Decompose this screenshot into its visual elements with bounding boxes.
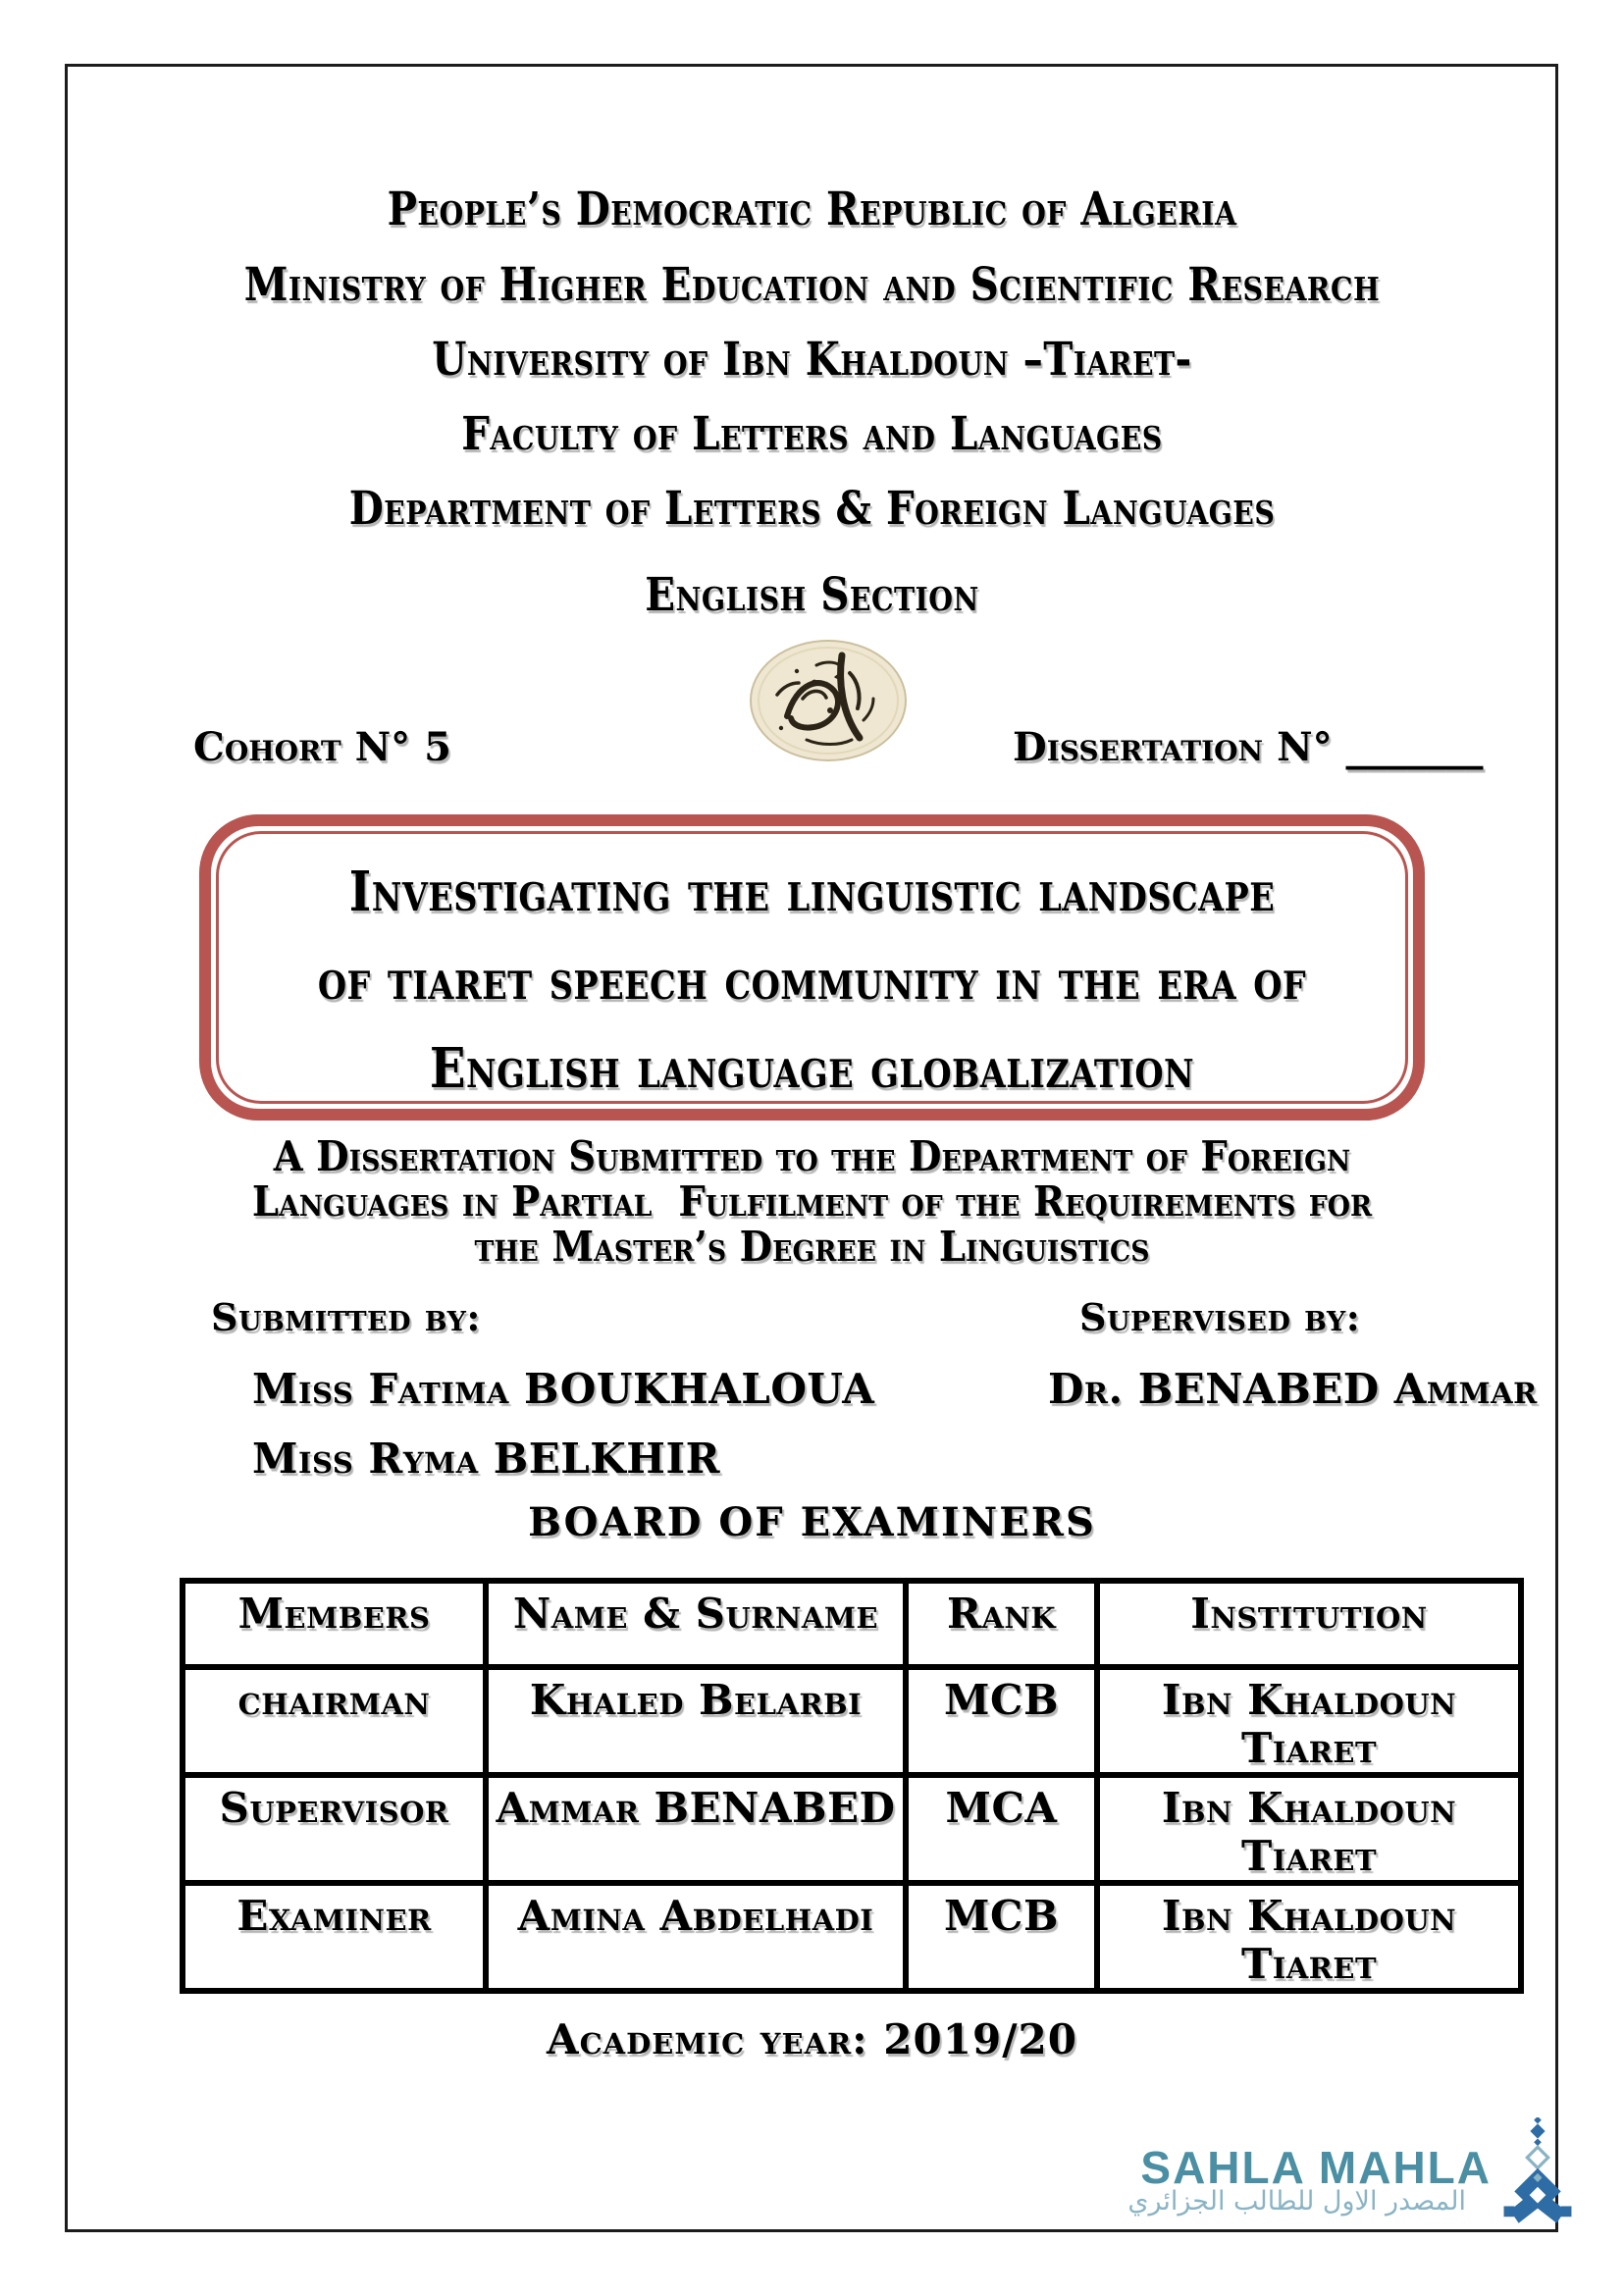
examiner-row-supervisor [183, 1775, 1521, 1883]
academic-year: Academic year: 2019/20 [546, 2015, 1077, 2063]
board-of-examiners-heading: BOARD OF EXAMINERS [528, 1499, 1096, 1545]
candidate-name-2: Miss Ryma BELKHIR [252, 1435, 721, 1483]
header-line-university: University of Ibn Khaldoun –Tiaret- [432, 333, 1192, 387]
watermark-logo-icon [1503, 2117, 1572, 2227]
candidate-name-1: Miss Fatima BOUKHALOUA [252, 1365, 875, 1413]
member-name: Amina Abdelhadi [486, 1883, 906, 1991]
title-line-3: English language globalization [429, 1036, 1195, 1101]
examiner-row-chairman [183, 1667, 1521, 1775]
member-institution: Ibn Khaldoun Tiaret [1097, 1775, 1521, 1883]
cohort-number: Cohort N° 5 [193, 724, 451, 770]
col-header-institution: Institution [1097, 1581, 1521, 1667]
member-institution: Ibn Khaldoun Tiaret [1097, 1667, 1521, 1775]
member-name: Khaled Belarbi [486, 1667, 906, 1775]
submission-line-3: the Master’s Degree in Linguistics [474, 1223, 1150, 1271]
col-header-rank: Rank [906, 1581, 1097, 1667]
submission-line-2: Languages in Partial Fulfilment of the Requirements for [251, 1177, 1373, 1226]
title-box-inner-border [216, 831, 1408, 1104]
examiner-row-examiner [183, 1883, 1521, 1991]
dissertation-number-blank: Dissertation N° _______ [1013, 724, 1484, 770]
member-role: Examiner [183, 1883, 486, 1991]
title-line-1: Investigating the linguistic landscape [348, 860, 1276, 924]
university-seal [748, 638, 909, 767]
member-rank: MCA [906, 1775, 1097, 1883]
header-line-republic: People’s Democratic Republic of Algeria [387, 183, 1237, 236]
header-line-department: Department of Letters & Foreign Languages [348, 482, 1276, 536]
member-rank: MCB [906, 1883, 1097, 1991]
submission-statement [0, 1134, 1624, 1270]
header-line-faculty: Faculty of Letters and Languages [461, 407, 1163, 461]
supervised-by-label: Supervised by: [1079, 1295, 1361, 1339]
member-rank: MCB [906, 1667, 1097, 1775]
member-role: chairman [183, 1667, 486, 1775]
supervisor-name: Dr. BENABED Ammar [1048, 1365, 1538, 1413]
title-line-2: of tiaret speech community in the era of [317, 948, 1307, 1013]
member-institution: Ibn Khaldoun Tiaret [1097, 1883, 1521, 1991]
submitted-by-label: Submitted by: [211, 1295, 481, 1339]
submission-line-1: A Dissertation Submitted to the Department of Foreign [273, 1132, 1351, 1180]
member-role: Supervisor [183, 1775, 486, 1883]
header-line-section: English Section [645, 568, 979, 622]
col-header-members: Members [183, 1581, 486, 1667]
examiners-header-row [183, 1581, 1521, 1667]
watermark-brand-name: SAHLA MAHLA [1140, 2142, 1492, 2193]
watermark-arabic-tagline: المصدر الاول للطالب الجزائري [1127, 2186, 1466, 2217]
col-header-name: Name & Surname [486, 1581, 906, 1667]
member-name: Ammar BENABED [486, 1775, 906, 1883]
examiners-table [180, 1578, 1524, 1994]
title-box [199, 814, 1425, 1121]
header-line-ministry: Ministry of Higher Education and Scientific Research [243, 258, 1381, 312]
